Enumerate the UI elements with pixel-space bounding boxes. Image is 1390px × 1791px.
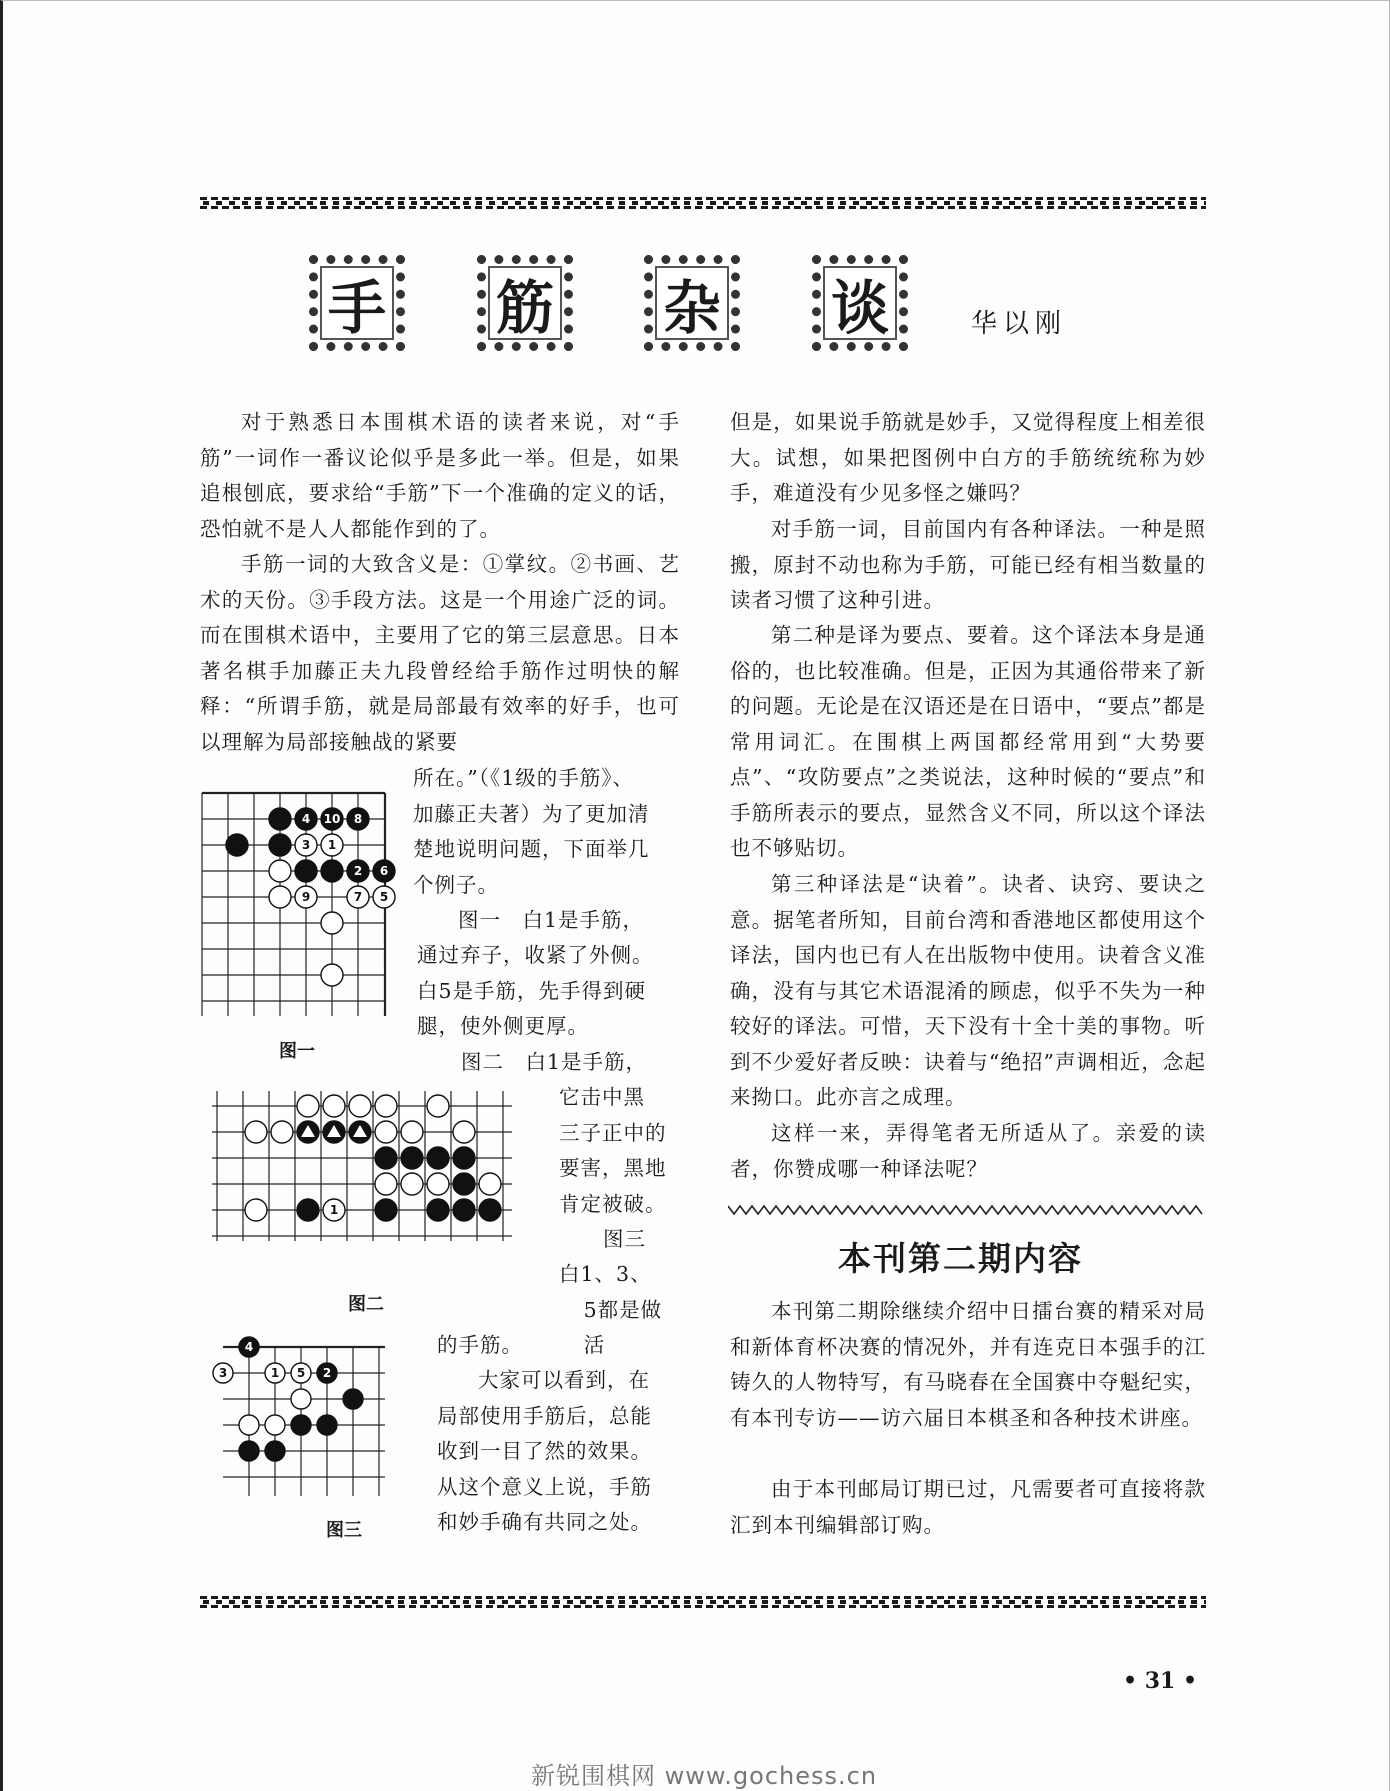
figure-caption-2: 图二	[348, 1294, 384, 1315]
wrap-text-1: 所在。”（《1级的手筋》、 加藤正夫著）为了更加清 楚地说明问题，下面举几 个例子。	[413, 766, 650, 897]
title-char-3: 杂	[644, 255, 740, 351]
svg-text:5: 5	[296, 1366, 306, 1380]
svg-text:3: 3	[301, 838, 311, 852]
wrap-text-2b: 通过弃子，收紧了外侧。 白5是手筋，先手得到硬 腿，使外侧更厚。	[417, 943, 654, 1038]
section-heading: 本刊第二期内容	[838, 1239, 1083, 1278]
zigzag-divider	[728, 1203, 1206, 1217]
section-paragraph-1: 本刊第二期除继续介绍中日擂台赛的精采对局和新体育杯决赛的情况外，并有连克日本强手的江铸久的人物特写，有马晓春在全国赛中夺魁纪实，有本刊专访——访六届日本棋圣和各种技术讲座。	[730, 1299, 1206, 1430]
svg-text:1: 1	[270, 1366, 280, 1380]
page-number: • 31 •	[1123, 1668, 1198, 1694]
svg-text:10: 10	[323, 812, 341, 826]
figure-caption-3: 图三	[326, 1520, 362, 1541]
title-char-4: 谈	[812, 255, 908, 351]
go-diagram-3	[213, 1331, 388, 1496]
svg-text:4: 4	[301, 812, 311, 826]
svg-text:3: 3	[218, 1366, 228, 1380]
wrap-text-7: 的手筋。	[437, 1333, 523, 1357]
website-watermark[interactable]: 新锐围棋网 www.gochess.cn	[531, 1762, 878, 1790]
svg-text:1: 1	[327, 838, 337, 852]
right-paragraph-1: 但是，如果说手筋就是妙手，又觉得程度上相差很大。试想，如果把图例中白方的手筋统统称为妙手，难道没有少见多怪之嫌吗？	[730, 410, 1206, 505]
bottom-decorative-rule	[200, 1596, 1206, 1608]
author-name: 华以刚	[971, 309, 1068, 339]
left-paragraph-1: 对于熟悉日本围棋术语的读者来说，对“手筋”一词作一番议论似乎是多此一举。但是，如果追根刨底，要求给“手筋”下一个准确的定义的话，恐怕就不是人人都能作到的了。	[200, 410, 680, 541]
svg-text:7: 7	[353, 890, 363, 904]
wrap-text-3: 图二 白1是手筋，	[461, 1050, 648, 1074]
title-char-1: 手	[309, 255, 405, 351]
wrap-text-6: 白1、3、 5都是做活	[559, 1262, 663, 1357]
right-paragraph-2: 对手筋一词，目前国内有各种译法。一种是照搬，原封不动也称为手筋，可能已经有相当数量的读者习惯了这种引进。	[730, 517, 1206, 612]
right-paragraph-4: 第三种译法是“诀着”。诀者、诀窍、要诀之意。据笔者所知，目前台湾和香港地区都使用这个译法，国内也已有人在出版物中使用。诀着含义准确，没有与其它术语混淆的顾虑，似乎不失为一种较好的译法。可惜，天下没有十全十美的事物。听到不少爱好者反映：诀着与“绝招”声调相近，念起来拗口。此亦言之成理。	[730, 872, 1206, 1109]
svg-text:2: 2	[322, 1366, 332, 1380]
go-diagram-1	[200, 791, 389, 1016]
svg-text:5: 5	[379, 890, 389, 904]
right-paragraph-5: 这样一来，弄得笔者无所适从了。亲爱的读者，你赞成哪一种译法呢？	[730, 1121, 1206, 1181]
figure-caption-1: 图一	[279, 1041, 315, 1062]
svg-text:9: 9	[301, 890, 311, 904]
svg-text:4: 4	[244, 1340, 254, 1354]
wrap-text-4: 它击中黑 三子正中的 要害，黑地 肯定被破。	[559, 1085, 667, 1216]
svg-text:1: 1	[329, 1203, 339, 1217]
wrap-text-8: 大家可以看到，在 局部使用手筋后，总能 收到一目了然的效果。 从这个意义上说，手筋 和妙手确有共同之处。	[437, 1368, 652, 1534]
left-paragraph-2: 手筋一词的大致含义是：①掌纹。②书画、艺术的天份。③手段方法。这是一个用途广泛的词。而在围棋术语中，主要用了它的第三层意思。日本著名棋手加藤正夫九段曾经给手筋作过明快的解释：“所谓手筋，就是局部最有效率的好手，也可以理解为局部接触战的紧要	[200, 552, 680, 754]
title-char-2: 筋	[477, 255, 573, 351]
wrap-text-5: 图三	[603, 1227, 646, 1251]
svg-text:2: 2	[353, 864, 363, 878]
section-paragraph-2: 由于本刊邮局订期已过，凡需要者可直接将款汇到本刊编辑部订购。	[730, 1477, 1206, 1537]
go-diagram-2	[212, 1091, 512, 1241]
top-decorative-rule	[200, 197, 1206, 209]
wrap-text-2: 图一 白1是手筋，	[458, 908, 645, 932]
right-paragraph-3: 第二种是译为要点、要着。这个译法本身是通俗的，也比较准确。但是，正因为其通俗带来了新的问题。无论是在汉语还是在日语中，“要点”都是常用词汇。在围棋上两国都经常用到“大势要点”、“攻防要点”之类说法，这种时候的“要点”和手筋所表示的要点，显然含义不同，所以这个译法也不够贴切。	[730, 623, 1206, 860]
svg-text:6: 6	[379, 864, 389, 878]
svg-text:8: 8	[353, 812, 363, 826]
